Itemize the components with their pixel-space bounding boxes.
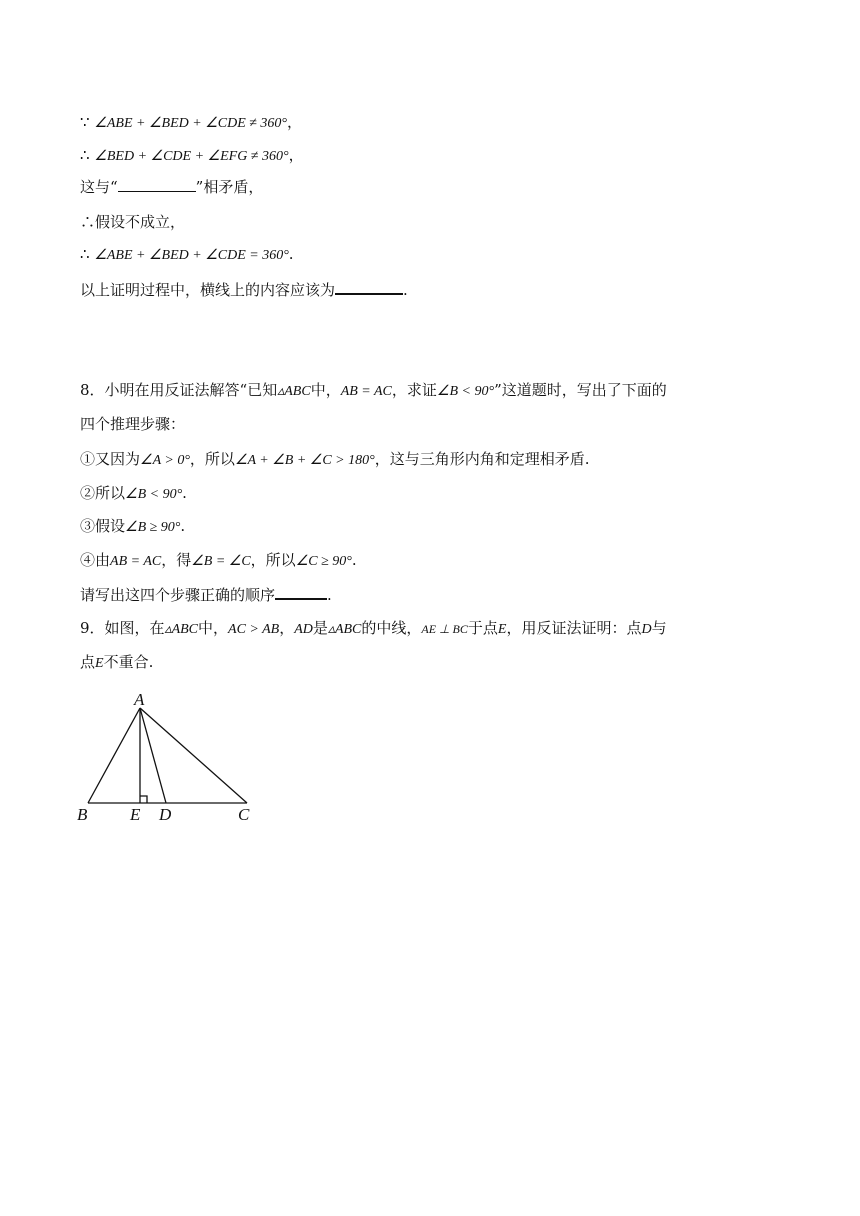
math-expression: ∠ABE + ∠BED + ∠CDE = 360° [94, 248, 289, 263]
math-expression: AC > AB [228, 622, 280, 637]
text: ②所以 [80, 484, 126, 502]
text: ∴假设不成立， [80, 213, 186, 231]
label-a: A [134, 690, 145, 709]
math-expression: AD [294, 622, 313, 637]
side-ab [88, 708, 140, 803]
math-expression: ∠A + ∠B + ∠C > 180° [234, 453, 375, 468]
text: 与 [651, 619, 667, 637]
text: . [182, 484, 187, 502]
q8-line-2 [80, 414, 185, 434]
text: 是 [312, 619, 328, 637]
text: 不重合. [103, 653, 154, 671]
text: 9．如图，在 [80, 619, 165, 637]
text: 中， [198, 619, 229, 637]
proof-line-4 [80, 212, 185, 232]
punctuation: . [288, 245, 294, 263]
therefore-symbol: ∴ [80, 146, 90, 164]
therefore-symbol: ∴ [80, 245, 90, 263]
text: ①又因为 [80, 450, 141, 468]
punctuation: ， [288, 146, 304, 164]
text: ， [279, 619, 295, 637]
text: ④由 [80, 551, 111, 569]
text: . [327, 586, 332, 604]
text: 四个推理步骤： [80, 415, 186, 433]
math-expression: AB = AC [340, 384, 392, 399]
text: ，这与三角形内角和定理相矛盾. [374, 450, 590, 468]
answer-blank[interactable] [335, 279, 403, 295]
text: ③假设 [80, 517, 126, 535]
q8-step-3 [80, 516, 185, 538]
text: 的中线， [361, 619, 422, 637]
text: 于点 [467, 619, 498, 637]
q9-line-1 [80, 618, 667, 640]
math-expression: ∠C ≥ 90° [295, 554, 352, 569]
side-ac [140, 708, 247, 803]
math-expression: ▵ABC [277, 384, 311, 399]
label-e: E [130, 805, 141, 824]
math-expression: ∠ABE + ∠BED + ∠CDE ≠ 360° [94, 116, 288, 131]
text: ，得 [161, 551, 192, 569]
text: 中， [310, 381, 341, 399]
proof-line-3 [80, 177, 263, 197]
fill-blank[interactable] [118, 177, 196, 192]
q8-step-4 [80, 550, 357, 572]
punctuation: ， [287, 113, 303, 131]
label-b: B [77, 805, 88, 824]
math-expression: ∠B < 90° [436, 384, 495, 399]
right-angle-mark [140, 796, 147, 803]
q8-step-1 [80, 449, 590, 471]
math-expression: ∠B = ∠C [191, 554, 251, 569]
text: ，所以 [189, 450, 235, 468]
math-expression: ∠B ≥ 90° [125, 520, 181, 535]
text: 请写出这四个步骤正确的顺序 [80, 586, 276, 604]
answer-blank[interactable] [275, 584, 327, 600]
label-c: C [238, 805, 250, 824]
q9-line-2 [80, 652, 153, 674]
math-expression: ▵ABC [164, 622, 199, 637]
text: ，所以 [250, 551, 296, 569]
q8-step-2 [80, 483, 187, 505]
text: ，求证 [391, 381, 437, 399]
text: . [403, 281, 408, 299]
text: . [351, 551, 357, 569]
median-ad [140, 708, 166, 803]
proof-line-5 [80, 244, 294, 266]
text: 8．小明在用反证法解答“已知 [80, 381, 278, 399]
math-expression: ▵ABC [327, 622, 362, 637]
math-expression: ∠A > 0° [140, 453, 190, 468]
proof-line-6 [80, 279, 408, 300]
math-expression: E [95, 656, 104, 671]
math-expression: D [641, 622, 652, 637]
math-expression: ∠BED + ∠CDE + ∠EFG ≠ 360° [94, 149, 289, 164]
q8-question [80, 584, 332, 605]
text: ，用反证法证明：点 [506, 619, 642, 637]
math-expression: AE ⊥ BC [421, 622, 468, 636]
text: 以上证明过程中，横线上的内容应该为 [80, 281, 336, 299]
triangle-figure [70, 688, 270, 828]
label-d: D [159, 805, 172, 824]
math-expression: AB = AC [110, 554, 162, 569]
proof-line-2 [80, 145, 304, 167]
text: . [180, 517, 186, 535]
math-expression: ∠B < 90° [125, 487, 183, 502]
text: ”这道题时，写出了下面的 [494, 381, 667, 399]
q8-line-1 [80, 380, 667, 402]
because-symbol: ∵ [80, 113, 90, 131]
text: 这与“ [80, 178, 118, 196]
text: ”相矛盾， [195, 178, 264, 196]
proof-line-1 [80, 112, 302, 134]
math-expression: E [497, 622, 507, 637]
text: 点 [80, 653, 96, 671]
